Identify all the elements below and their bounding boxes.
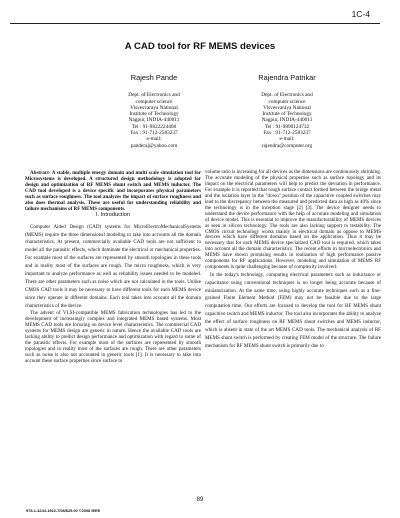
author-affiliation-line: Dept. of Electronics and — [261, 92, 313, 99]
author-2 — [232, 75, 342, 149]
paper-title: A CAD tool for RF MEMS devices — [124, 41, 276, 52]
author-phone: Tel : 91-9890124732 — [264, 123, 310, 130]
body-paragraph: Computer Aided Design (CAD) systems for MicroElectroMechanicalSystems (MEMS) require the three dimensional modeling to take into accounts all the domain characteristics. At present, commercially available CAD tools are not sufficient to model all the parasitic effects, which dominate the electrical or mechanical properties. For example most of the surfaces are represented by smooth topologies in these tools and in reality most of the surfaces are rough. The micro roughness, which is very important to analyze performance as well as reliability issues needed to be modeled. There are other parameters such as noise which are not calculated in the tools. Unlike CMOS CAD tools it may be necessary to have different tools for each MEMS device since they operate in different domains. Each tool takes into account all the domain characteristics of the device. — [25, 223, 201, 309]
header-rule — [10, 23, 380, 24]
body-paragraph: In the today's technology, computing electrical parameters such as inductance or capacitance using conventional techniques is no longer being accurate because of miniaturization. At the same time, using highly accurate techniques such as a fine-grained Finite Element Method (FEM) may not be feasible due to the large computation time. Our efforts are focused to develop the tool for RF MEMS shunt capacitive switch and MEMS inductor. The tool also incorporates the ability to analyze the effect of surface roughness on RF MEMS shunt switches and MEMS inductor, which is absent in state of the art MEMS CAD tools. The mechanical analysis of RF MEMS shunt switch is performed by creating FEM model of the structure. The failure mechanism for RF MEMS shunt switch is primarily due to — [205, 271, 381, 349]
author-affiliation-line: Institute of Technology — [262, 111, 312, 118]
author-fax: Fax : 91-712-2583237 — [263, 130, 311, 137]
author-fax: Fax : 91-712-2583237 — [130, 130, 178, 137]
body-paragraph: The advent of VLSI-compatible MEMS fabrication technologies has led to the development of increasingly complex and integrated MEMS based systems. Most MEMS CAD tools are focusing on device level characteristics. The commercial CAD systems for MEMS design are generic in nature. Hence the available CAD tools are lacking ability to predict design performance and optimization with regard to some of the parasitic effects. For example most of the surfaces are represented by smooth topologies and in reality most of the surfaces are rough. There are other parameters such as noise is also not accounted in generic tools [1]. It is necessary to take into account these surface properties since surface to — [25, 310, 201, 364]
author-affiliation-line: Dept. of Electronics and — [128, 92, 180, 99]
author-email: panderaj@yahoo.com — [130, 142, 178, 149]
author-affiliation-line: Visvesvaraya National — [130, 104, 178, 111]
session-code: 1C-4 — [351, 9, 370, 19]
isbn-footer: 978-1-4244-1922-7/08/$25.00 ©2008 IEEE — [26, 508, 101, 513]
author-affiliation-line: Visvesvaraya National — [263, 104, 311, 111]
author-email-label: e-mail: — [146, 136, 162, 143]
author-affiliation-line: computer science — [268, 98, 306, 105]
author-phone: Tel : 91-9822224468 — [131, 123, 177, 130]
author-name: Rajendra Patrikar — [258, 73, 316, 82]
body-paragraph: volume ratio is increasing for all devices as the dimensions are continuously shrinking. The accurate modeling of the physical properties such as surface topology and its impact on the electrical parameters will help to predict the deviation in performance. For example it is reported that rough surface contact formed between the bridge metal and the isolation layer in the "down" position of the capacitive coupled switches may lead to the discrepancy between the measured and predicted data as high as 40% since the technology is in the inception stage [2] [3]. The device designer needs to understand the device performance with the help of accurate modeling and simulation of device model. This is essential to improve the manufacturability of MEMS devices as seen in silicon technology. The tools are also lacking support to testability. The CMOS circuit technology works mainly in electrical domain as oppose to MEMS devices which have different domains based on the application. Thus it may be necessary that for each MEMS device specialized CAD tool is required, which takes into account all the domain characteristics. The recent efforts in microelectronics and MEMS have shown promising results in realization of high performance passive components for RF applications. However, modeling and simulation of MEMS RF components is quite challenging because of complexity involved. — [205, 169, 381, 271]
left-column — [25, 171, 201, 365]
author-affiliation-line: Institute of Technology — [129, 111, 179, 118]
author-affiliation-line: Nagpur, INDIA-440011 — [261, 117, 313, 124]
right-column — [205, 170, 381, 351]
author-affiliation-line: computer science — [135, 98, 173, 105]
section-heading-introduction: I. Introduction — [96, 211, 130, 218]
abstract: Abstract- A stable, multiple energy domain and multi scale simulation tool for Microsystems is developed. A structured design methodology is adopted for design and optimization of RF MEMS shunt switch and MEMS inductor. The CAD tool developed is a device specific and incorporates physical parameters such as surface roughness. The tool analyzes the impact of surface roughness and also does thermal analysis. These are useful for understanding reliability and failure mechanisms of RF MEMS components. — [25, 170, 201, 212]
page-number: 89 — [196, 496, 204, 503]
author-affiliation-line: Nagpur, INDIA-440011 — [128, 117, 180, 124]
author-email: rajendra@computer.org — [261, 142, 313, 149]
author-email-label: e-mail: — [279, 136, 295, 143]
author-1 — [99, 75, 209, 149]
author-name: Rajesh Pande — [130, 73, 178, 82]
